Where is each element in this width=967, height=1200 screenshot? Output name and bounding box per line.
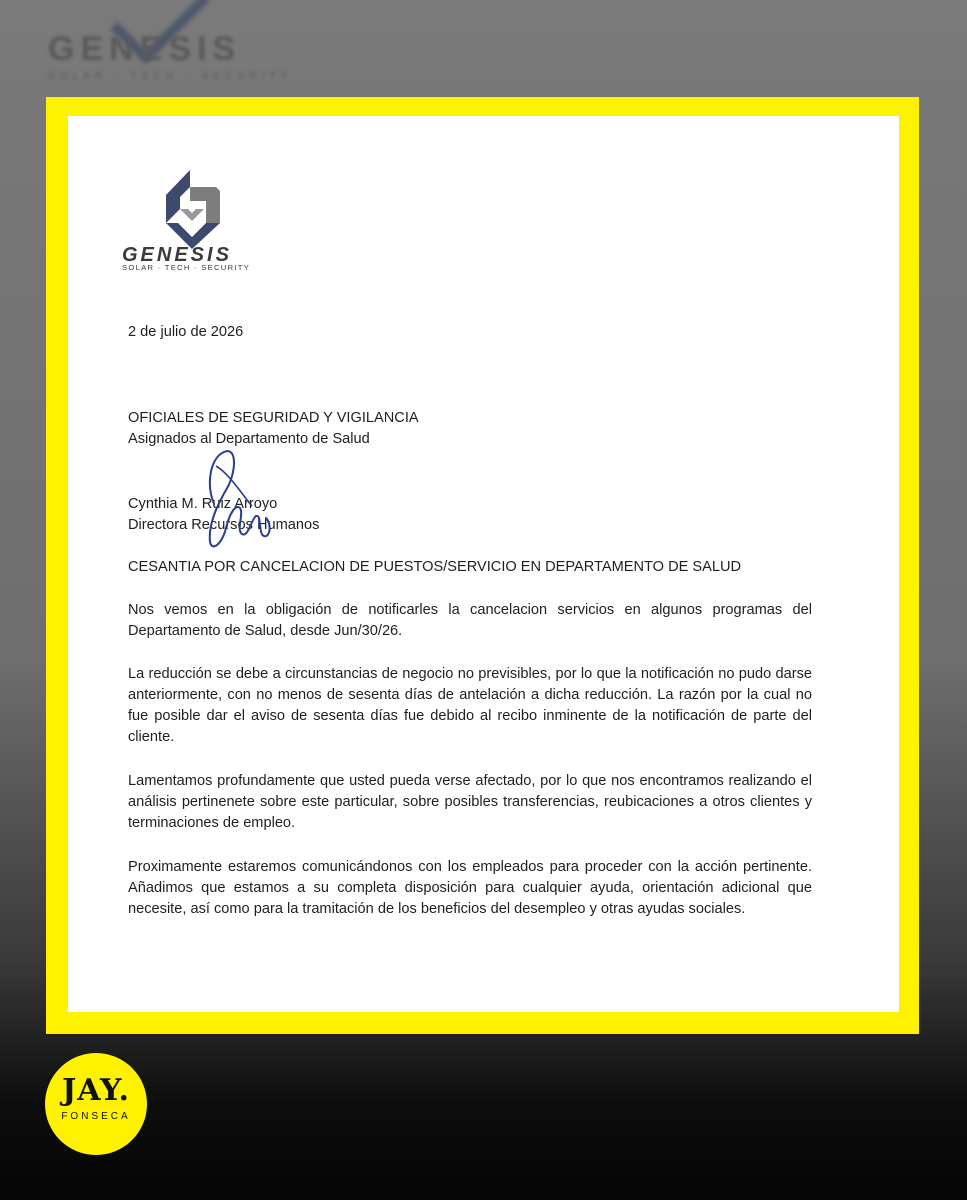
badge-main-text: JAY.: [62, 1073, 130, 1108]
recipient-line-1: OFICIALES DE SEGURIDAD Y VIGILANCIA: [128, 410, 419, 426]
signature: [196, 444, 276, 554]
paragraph-3: Lamentamos profundamente que usted pueda verse afectado, por lo que nos encontramos realizando el análisis pertinenete sobre este particular, sobre posibles transferencias, reubicaciones a otros clientes y terminaciones de empleo.: [128, 773, 812, 831]
paragraph-1: Nos vemos en la obligación de notificarles la cancelacion servicios en algunos programas del Departamento de Salud, desde Jun/30/26.: [128, 602, 812, 639]
letter-date: 2 de julio de 2026: [128, 324, 244, 340]
paragraph-4: Proximamente estaremos comunicándonos con los empleados para proceder con la acción pertinente. Añadimos que estamos a su completa disposición para cualquier ayuda, orientación adicional que necesite, así como para la tramitación de los beneficios del desempleo y otras ayudas sociales.: [128, 859, 812, 917]
background-logo-tag: SOLAR · TECH · SECURITY: [48, 71, 293, 82]
recipient-line-2: Asignados al Departamento de Salud: [128, 431, 370, 447]
sender-title: Directora Recursos Humanos: [128, 517, 320, 533]
jay-fonseca-badge: [45, 1053, 147, 1155]
logo-tagline: SOLAR · TECH · SECURITY: [122, 263, 251, 272]
logo-wordmark: GENESIS: [122, 244, 232, 266]
background-logo-word: GENESIS: [48, 30, 242, 68]
letter-subject: CESANTIA POR CANCELACION DE PUESTOS/SERVICIO EN DEPARTAMENTO DE SALUD: [128, 559, 742, 575]
badge-sub-text: FONSECA: [61, 1111, 131, 1122]
sender-name: Cynthia M. Ruiz Arroyo: [128, 496, 278, 512]
paragraph-2: La reducción se debe a circunstancias de negocio no previsibles, por lo que la notificación no pudo darse anteriormente, con no menos de sesenta días de antelación a dicha reducción. La razón por la cual no fue posible dar el aviso de sesenta días fue debido al recibo inminente de la notificación de parte del cliente.: [128, 666, 812, 745]
background-logo: [48, 30, 292, 82]
